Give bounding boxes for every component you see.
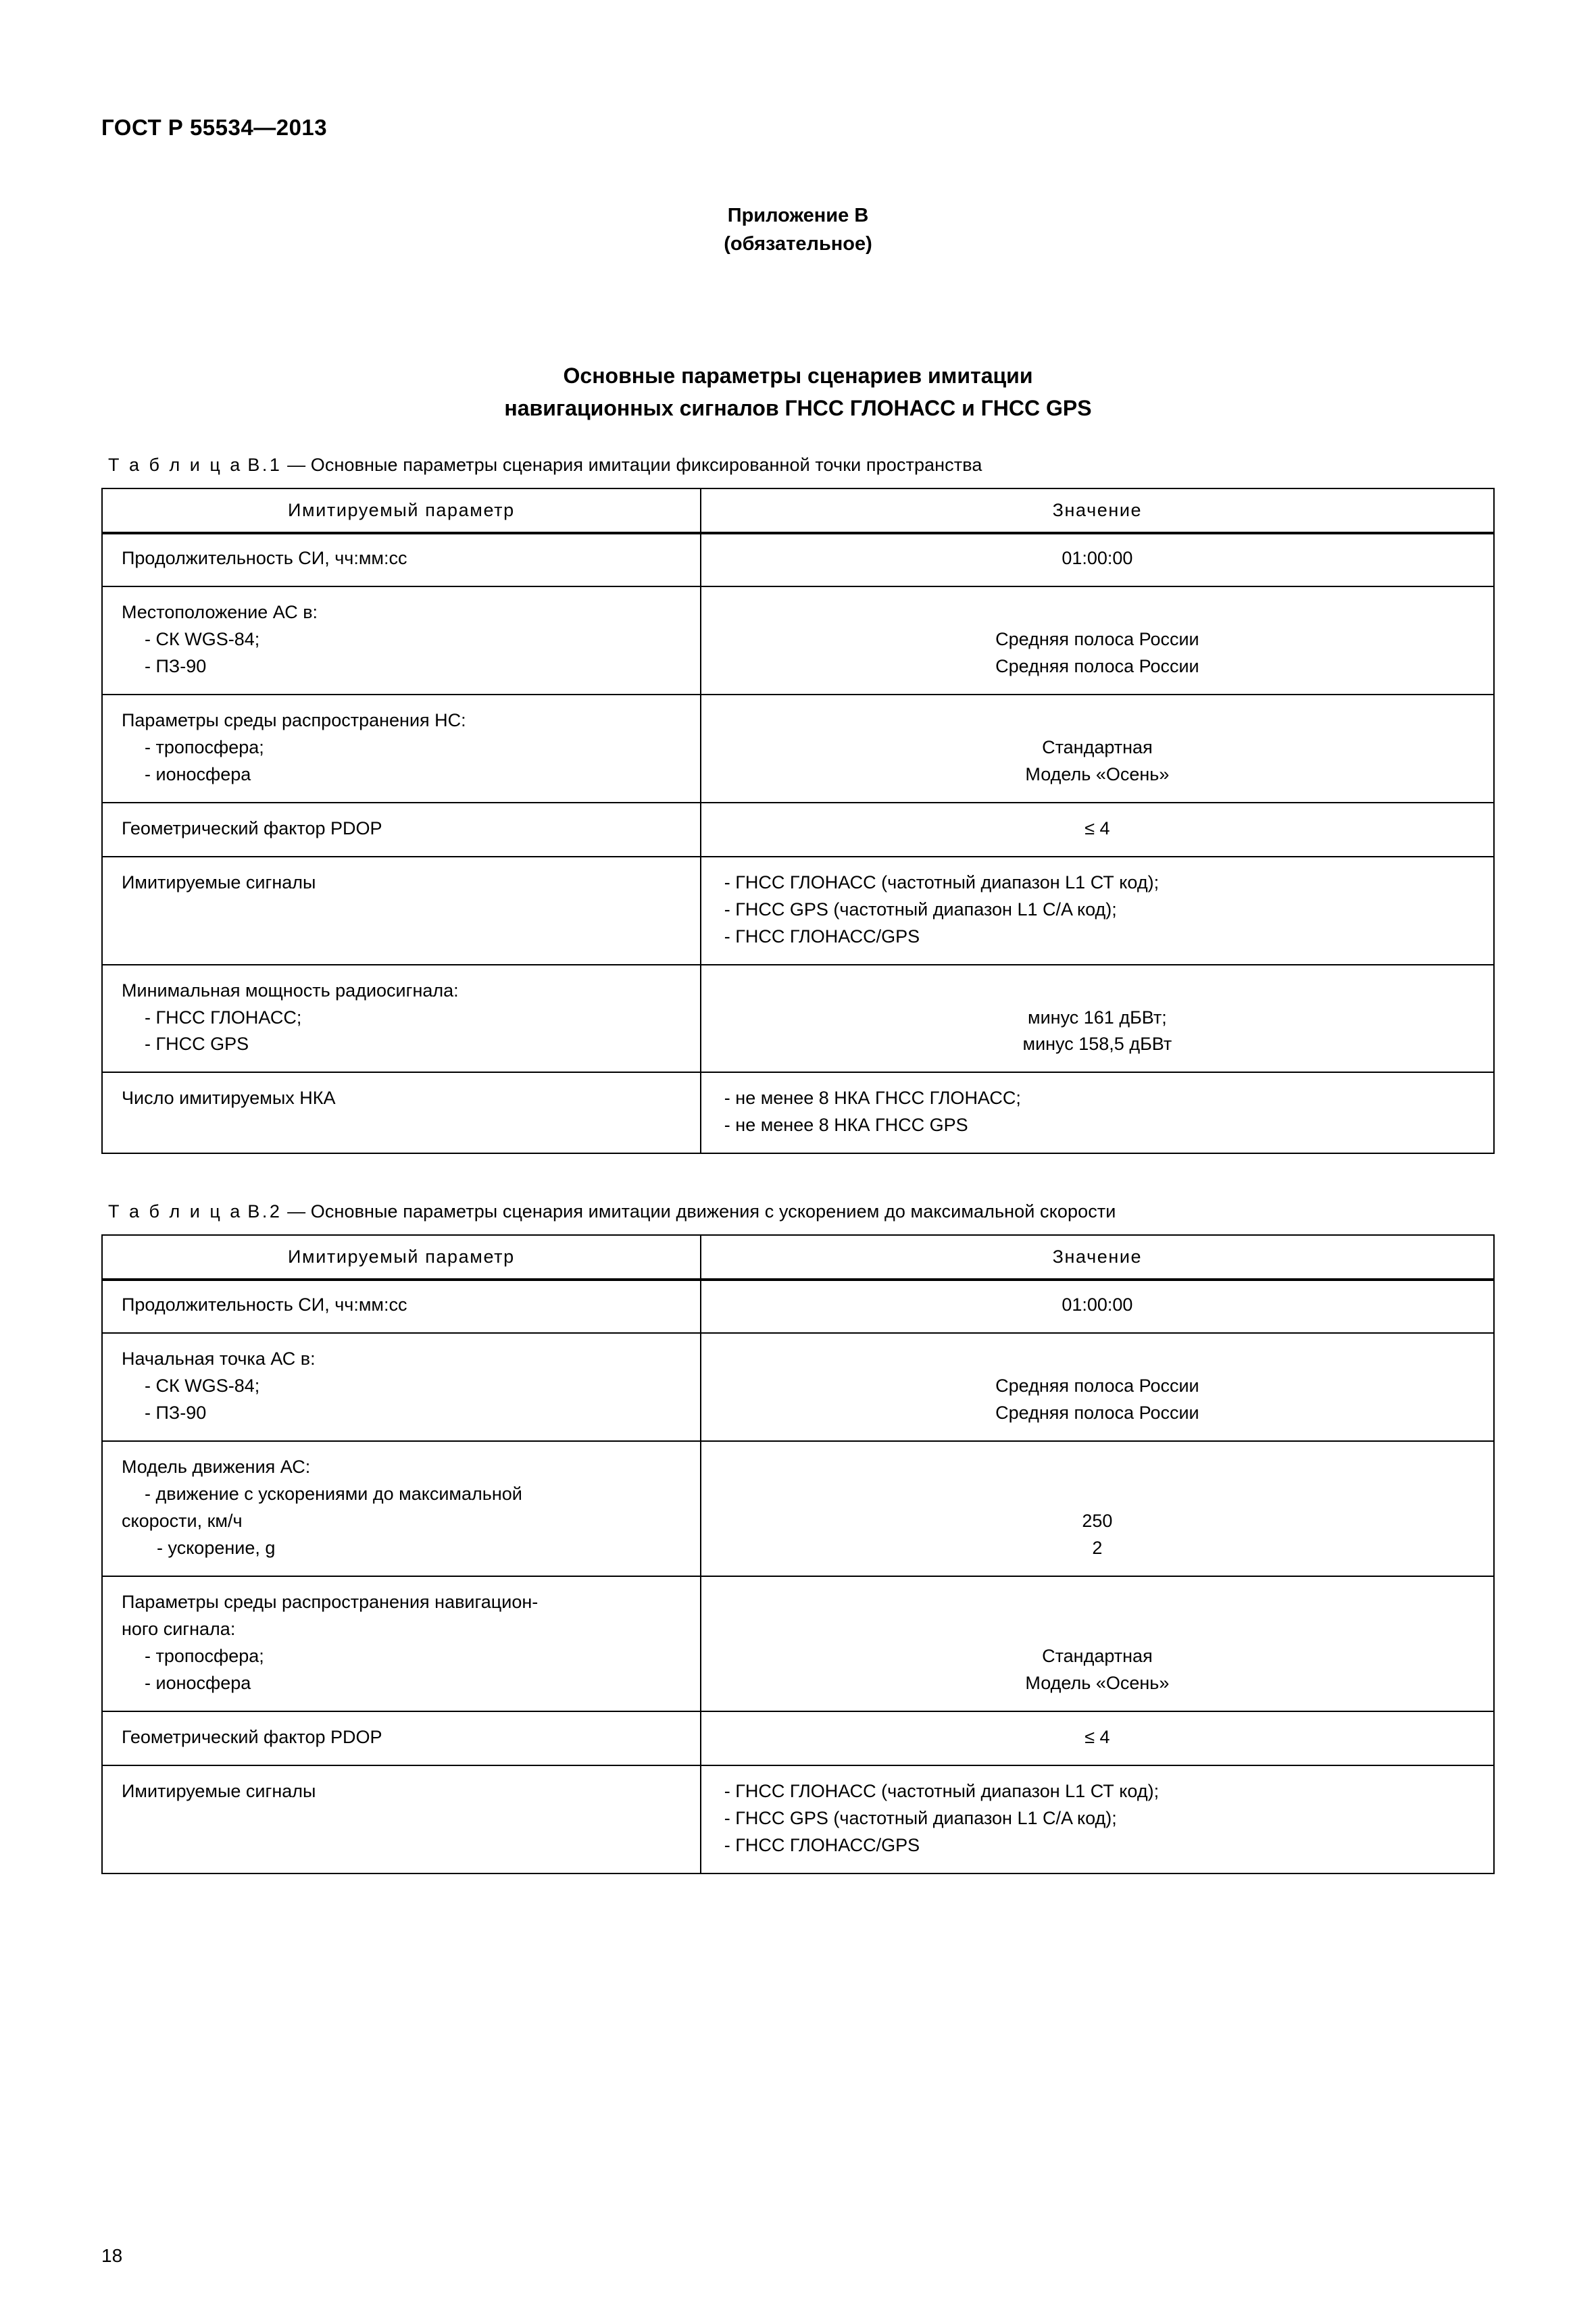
table-cell-line: - ионосфера xyxy=(145,763,251,784)
table-row xyxy=(102,803,1494,857)
table-cell-value xyxy=(701,532,1494,586)
table-cell-value xyxy=(701,1711,1494,1765)
table-cell-value xyxy=(701,586,1494,695)
table-cell-parameter xyxy=(102,586,701,695)
table-cell-parameter xyxy=(102,695,701,803)
page-title-line-2: навигационных сигналов ГНСС ГЛОНАСС и ГНСС GPS xyxy=(504,396,1092,421)
table-cell-line: Продолжительность СИ, чч:мм:сс xyxy=(122,1294,407,1315)
table-cell-line: - ГНСС ГЛОНАСС; xyxy=(145,1007,302,1028)
table-2-caption xyxy=(108,1201,1495,1222)
table-cell-line: - ГНСС GPS (частотный диапазон L1 C/A код); xyxy=(724,899,1117,920)
table-cell-line: 2 xyxy=(1092,1538,1103,1559)
table-1-body xyxy=(102,532,1494,1153)
table-cell-line: скорости, км/ч xyxy=(122,1511,243,1532)
table-cell-line xyxy=(715,978,1480,1005)
table-row xyxy=(102,695,1494,803)
table-1-header-value: Значение xyxy=(701,488,1494,532)
table-cell-value xyxy=(701,1333,1494,1441)
table-cell-line: - не менее 8 НКА ГНСС ГЛОНАСС; xyxy=(724,1088,1021,1109)
table-cell-line: Геометрический фактор PDOP xyxy=(122,1726,382,1747)
table-cell-value xyxy=(701,1576,1494,1711)
table-row xyxy=(102,586,1494,695)
table-cell-value xyxy=(701,1279,1494,1333)
table-2-caption-number: В.2 xyxy=(247,1201,282,1222)
table-cell-line xyxy=(715,1481,1480,1508)
table-cell-line: Минимальная мощность радиосигнала: xyxy=(122,980,459,1001)
table-cell-line: - ГНСС ГЛОНАСС (частотный диапазон L1 СТ код); xyxy=(724,1780,1159,1801)
table-1-header-row xyxy=(102,488,1494,532)
table-cell-line: ного сигнала: xyxy=(122,1618,236,1639)
table-cell-line: - ГНСС ГЛОНАСС (частотный диапазон L1 СТ код); xyxy=(724,872,1159,892)
table-cell-line: - ПЗ-90 xyxy=(145,655,207,676)
table-cell-line: Модель «Осень» xyxy=(1025,763,1170,784)
table-1-caption-text: — Основные параметры сценария имитации фиксированной точки пространства xyxy=(287,455,982,476)
table-cell-line xyxy=(715,1616,1480,1643)
table-cell-line: ≤ 4 xyxy=(1084,1726,1110,1747)
table-cell-line: минус 158,5 дБВт xyxy=(1022,1034,1172,1055)
table-cell-line: Средняя полоса России xyxy=(995,1403,1199,1424)
table-row xyxy=(102,1711,1494,1765)
table-row xyxy=(102,532,1494,586)
table-cell-value xyxy=(701,857,1494,965)
table-cell-line: Параметры среды распространения НС: xyxy=(122,709,466,730)
table-row xyxy=(102,1279,1494,1333)
table-1-header-param: Имитируемый параметр xyxy=(102,488,701,532)
table-1-caption-prefix: Т а б л и ц а xyxy=(108,455,243,476)
table-cell-parameter xyxy=(102,1765,701,1873)
table-cell-line: - СК WGS-84; xyxy=(145,629,260,649)
page-title-line-1: Основные параметры сценариев имитации xyxy=(563,363,1033,388)
table-cell-line: - ГНСС ГЛОНАСС/GPS xyxy=(724,926,920,947)
table-row xyxy=(102,1576,1494,1711)
table-cell-line xyxy=(715,1589,1480,1616)
page-title xyxy=(101,359,1495,424)
table-1 xyxy=(101,488,1495,1154)
table-2-body xyxy=(102,1279,1494,1873)
page-number: 18 xyxy=(101,2245,123,2266)
table-cell-line: ≤ 4 xyxy=(1084,818,1110,838)
table-2-header-row xyxy=(102,1235,1494,1279)
table-cell-line: Средняя полоса России xyxy=(995,655,1199,676)
table-cell-line: - ионосфера xyxy=(145,1672,251,1693)
table-cell-line: Имитируемые сигналы xyxy=(122,872,316,892)
table-cell-line: Геометрический фактор PDOP xyxy=(122,818,382,838)
table-cell-parameter xyxy=(102,1279,701,1333)
table-cell-parameter xyxy=(102,1576,701,1711)
table-cell-line: Стандартная xyxy=(1042,1645,1153,1666)
table-cell-line: - ПЗ-90 xyxy=(145,1403,207,1424)
table-cell-line: Модель движения АС: xyxy=(122,1457,311,1478)
table-cell-line: Средняя полоса России xyxy=(995,1376,1199,1397)
table-1-caption xyxy=(108,455,1495,476)
table-cell-line: - тропосфера; xyxy=(145,1645,264,1666)
table-cell-line: Имитируемые сигналы xyxy=(122,1780,316,1801)
table-cell-parameter xyxy=(102,1711,701,1765)
table-cell-parameter xyxy=(102,532,701,586)
table-cell-line: - ГНСС GPS (частотный диапазон L1 C/A код); xyxy=(724,1807,1117,1828)
table-cell-line: - ускорение, g xyxy=(157,1538,276,1559)
table-row xyxy=(102,1333,1494,1441)
appendix-kind: (обязательное) xyxy=(724,233,872,255)
table-row xyxy=(102,1072,1494,1153)
table-row xyxy=(102,1441,1494,1576)
table-2-caption-prefix: Т а б л и ц а xyxy=(108,1201,243,1222)
table-cell-parameter xyxy=(102,1072,701,1153)
table-cell-line: Стандартная xyxy=(1042,736,1153,757)
table-cell-line: - тропосфера; xyxy=(145,736,264,757)
table-cell-line xyxy=(715,1346,1480,1373)
table-cell-line: - ГНСС GPS xyxy=(145,1034,249,1055)
table-cell-line: Местоположение АС в: xyxy=(122,602,318,623)
table-cell-parameter xyxy=(102,1333,701,1441)
table-1-caption-number: В.1 xyxy=(247,455,282,476)
table-cell-line: 01:00:00 xyxy=(1062,548,1133,569)
table-cell-parameter xyxy=(102,803,701,857)
table-cell-parameter xyxy=(102,857,701,965)
table-cell-parameter xyxy=(102,965,701,1073)
table-cell-value xyxy=(701,1072,1494,1153)
table-cell-parameter xyxy=(102,1441,701,1576)
table-cell-line: - СК WGS-84; xyxy=(145,1376,260,1397)
table-cell-value xyxy=(701,1765,1494,1873)
table-cell-line: 250 xyxy=(1082,1511,1113,1532)
table-row xyxy=(102,857,1494,965)
table-2-caption-text: — Основные параметры сценария имитации движения с ускорением до максимальной скорости xyxy=(287,1201,1116,1222)
table-cell-line: Модель «Осень» xyxy=(1025,1672,1170,1693)
table-cell-value xyxy=(701,965,1494,1073)
appendix-label: Приложение В xyxy=(727,205,869,226)
table-cell-line xyxy=(715,1454,1480,1481)
table-2 xyxy=(101,1234,1495,1873)
table-cell-value xyxy=(701,803,1494,857)
table-cell-value xyxy=(701,1441,1494,1576)
table-cell-line: - ГНСС ГЛОНАСС/GPS xyxy=(724,1834,920,1855)
appendix-heading xyxy=(101,201,1495,258)
standard-number: ГОСТ Р 55534—2013 xyxy=(101,115,328,140)
table-2-header-value: Значение xyxy=(701,1235,1494,1279)
table-cell-line: минус 161 дБВт; xyxy=(1028,1007,1167,1028)
table-cell-line: - движение с ускорениями до максимальной xyxy=(145,1484,522,1505)
table-row xyxy=(102,965,1494,1073)
table-row xyxy=(102,1765,1494,1873)
table-cell-line xyxy=(715,707,1480,734)
table-cell-value xyxy=(701,695,1494,803)
table-cell-line: - не менее 8 НКА ГНСС GPS xyxy=(724,1115,968,1136)
table-cell-line: 01:00:00 xyxy=(1062,1294,1133,1315)
table-cell-line xyxy=(715,599,1480,626)
table-cell-line: Число имитируемых НКА xyxy=(122,1088,336,1109)
table-cell-line: Параметры среды распространения навигацион- xyxy=(122,1591,539,1612)
table-cell-line: Средняя полоса России xyxy=(995,629,1199,649)
table-2-header-param: Имитируемый параметр xyxy=(102,1235,701,1279)
table-cell-line: Продолжительность СИ, чч:мм:сс xyxy=(122,548,407,569)
table-cell-line: Начальная точка АС в: xyxy=(122,1349,316,1369)
